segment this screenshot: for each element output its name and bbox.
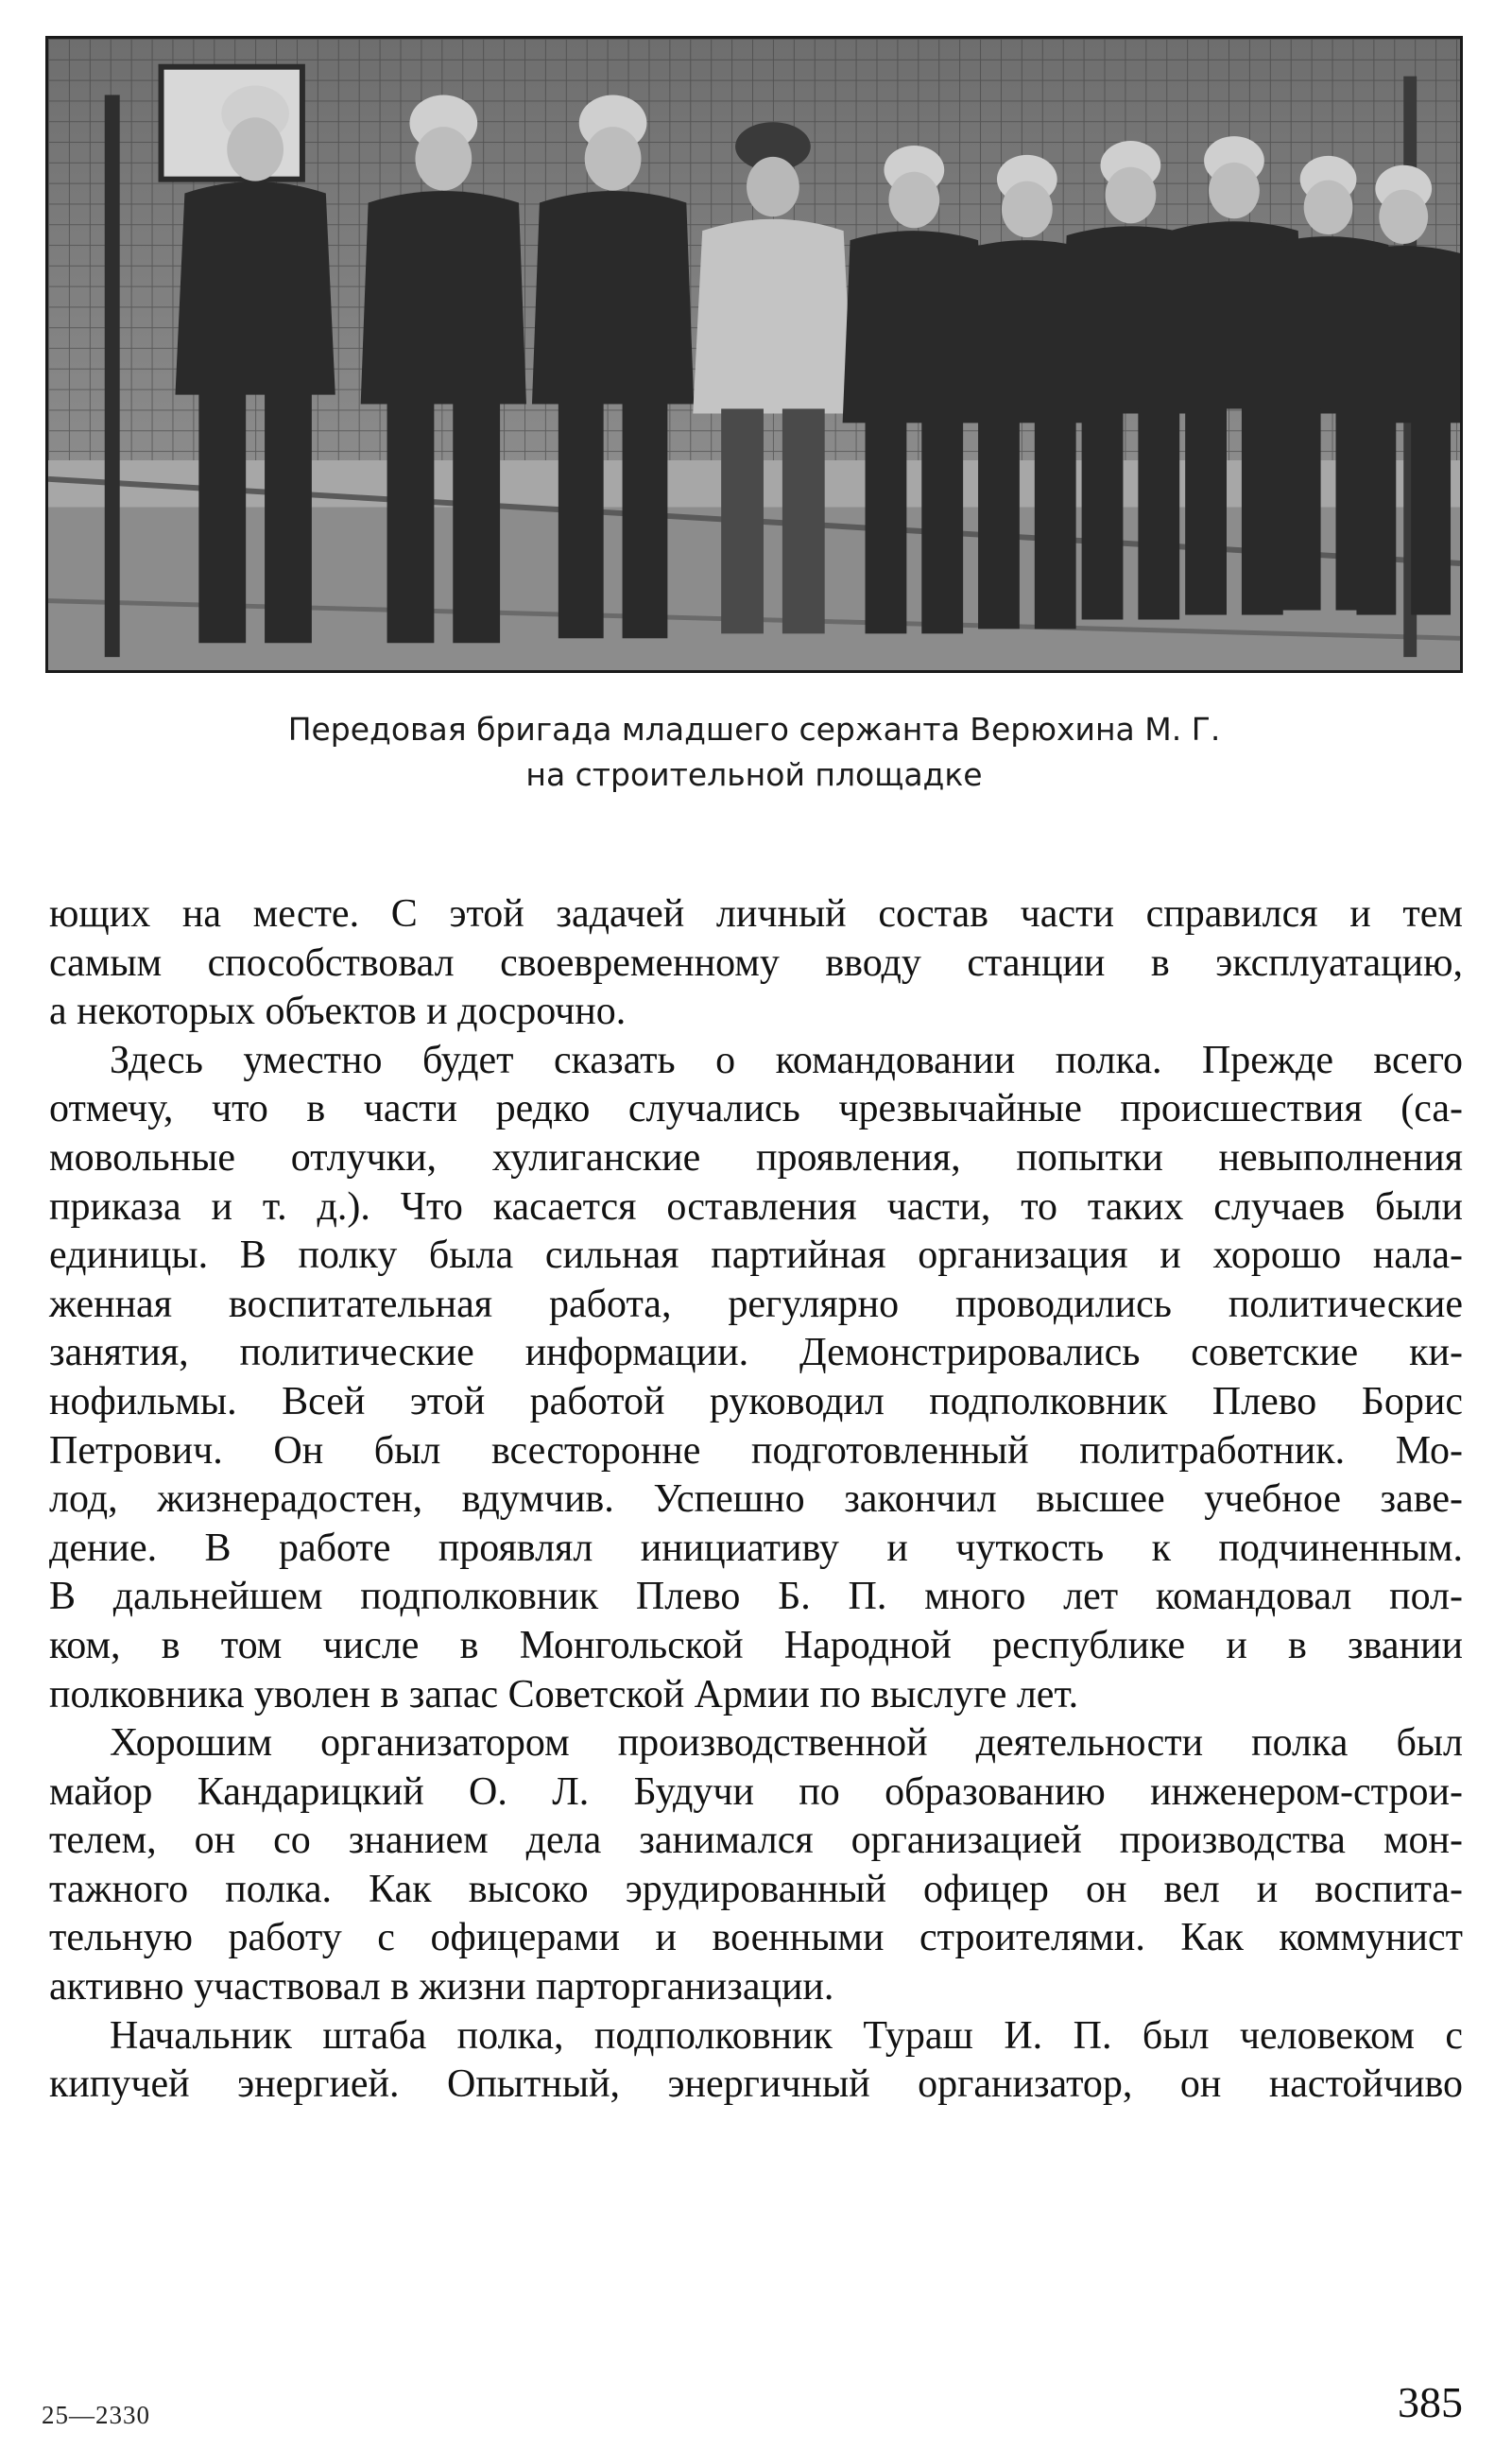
paragraph-3	[49, 1719, 1463, 2012]
text-line: приказа и т. д.). Что касается оставления части, то таких случаев были	[49, 1184, 1463, 1229]
text-line: ющих на месте. С этой задачей личный состав части справился и тем	[49, 892, 1463, 936]
text-line: занятия, политические информации. Демонстрировались советские ки-	[49, 1331, 1463, 1375]
text-line: лод, жизнерадостен, вдумчив. Успешно закончил высшее учебное заве-	[49, 1477, 1463, 1522]
photo-construction-brigade	[45, 36, 1463, 673]
photo-caption	[45, 707, 1463, 798]
text-line: полковника уволен в запас Советской Армии по выслуге лет.	[49, 1672, 1079, 1716]
text-line: отмечу, что в части редко случались чрезвычайные происшествия (са-	[49, 1087, 1463, 1131]
text-line: мовольные отлучки, хулиганские проявления, попытки невыполнения	[49, 1135, 1463, 1180]
text-line: Хорошим организатором производственной деятельности полка был	[110, 1721, 1463, 1766]
text-line: единицы. В полку была сильная партийная организация и хорошо нала-	[49, 1233, 1463, 1278]
text-line: активно участвовал в жизни парторганизации.	[49, 1965, 834, 2009]
caption-line-1: Передовая бригада младшего сержанта Верюхина М. Г.	[287, 711, 1221, 748]
page-number: 385	[1398, 2378, 1463, 2426]
text-line: В дальнейшем подполковник Плево Б. П. много лет командовал пол-	[49, 1575, 1463, 1619]
body-text	[49, 890, 1463, 2110]
paragraph-4	[49, 2012, 1463, 2110]
text-line: ком, в том числе в Монгольской Народной республике и в звании	[49, 1623, 1463, 1667]
text-line: а некоторых объектов и досрочно.	[49, 990, 627, 1034]
photo-illustration	[48, 39, 1460, 670]
text-line: Здесь уместно будет сказать о командовании полка. Прежде всего	[110, 1038, 1463, 1082]
signature-code: 25—2330	[42, 2401, 150, 2429]
text-line: нофильмы. Всей этой работой руководил подполковник Плево Борис	[49, 1379, 1463, 1423]
text-line: телем, он со знанием дела занимался организацией производства мон-	[49, 1819, 1463, 1863]
paragraph-1	[49, 890, 1463, 1037]
text-line: дение. В работе проявлял инициативу и чуткость к подчиненным.	[49, 1526, 1463, 1570]
text-line: женная воспитательная работа, регулярно проводились политические	[49, 1282, 1463, 1326]
text-line: Начальник штаба полка, подполковник Тураш И. П. был человеком с	[110, 2013, 1463, 2058]
text-line: самым способствовал своевременному вводу станции в эксплуатацию,	[49, 940, 1463, 985]
caption-line-2: на строительной площадке	[525, 756, 983, 793]
paragraph-2	[49, 1037, 1463, 1719]
text-line: тажного полка. Как высоко эрудированный офицер он вел и воспита-	[49, 1867, 1463, 1911]
text-line: Петрович. Он был всесторонне подготовленный политработник. Мо-	[49, 1428, 1463, 1473]
text-line: майор Кандарицкий О. Л. Будучи по образованию инженером-строи-	[49, 1769, 1463, 1814]
text-line: кипучей энергией. Опытный, энергичный организатор, он настойчиво	[49, 2062, 1463, 2107]
text-line: тельную работу с офицерами и военными строителями. Как коммунист	[49, 1916, 1463, 1960]
